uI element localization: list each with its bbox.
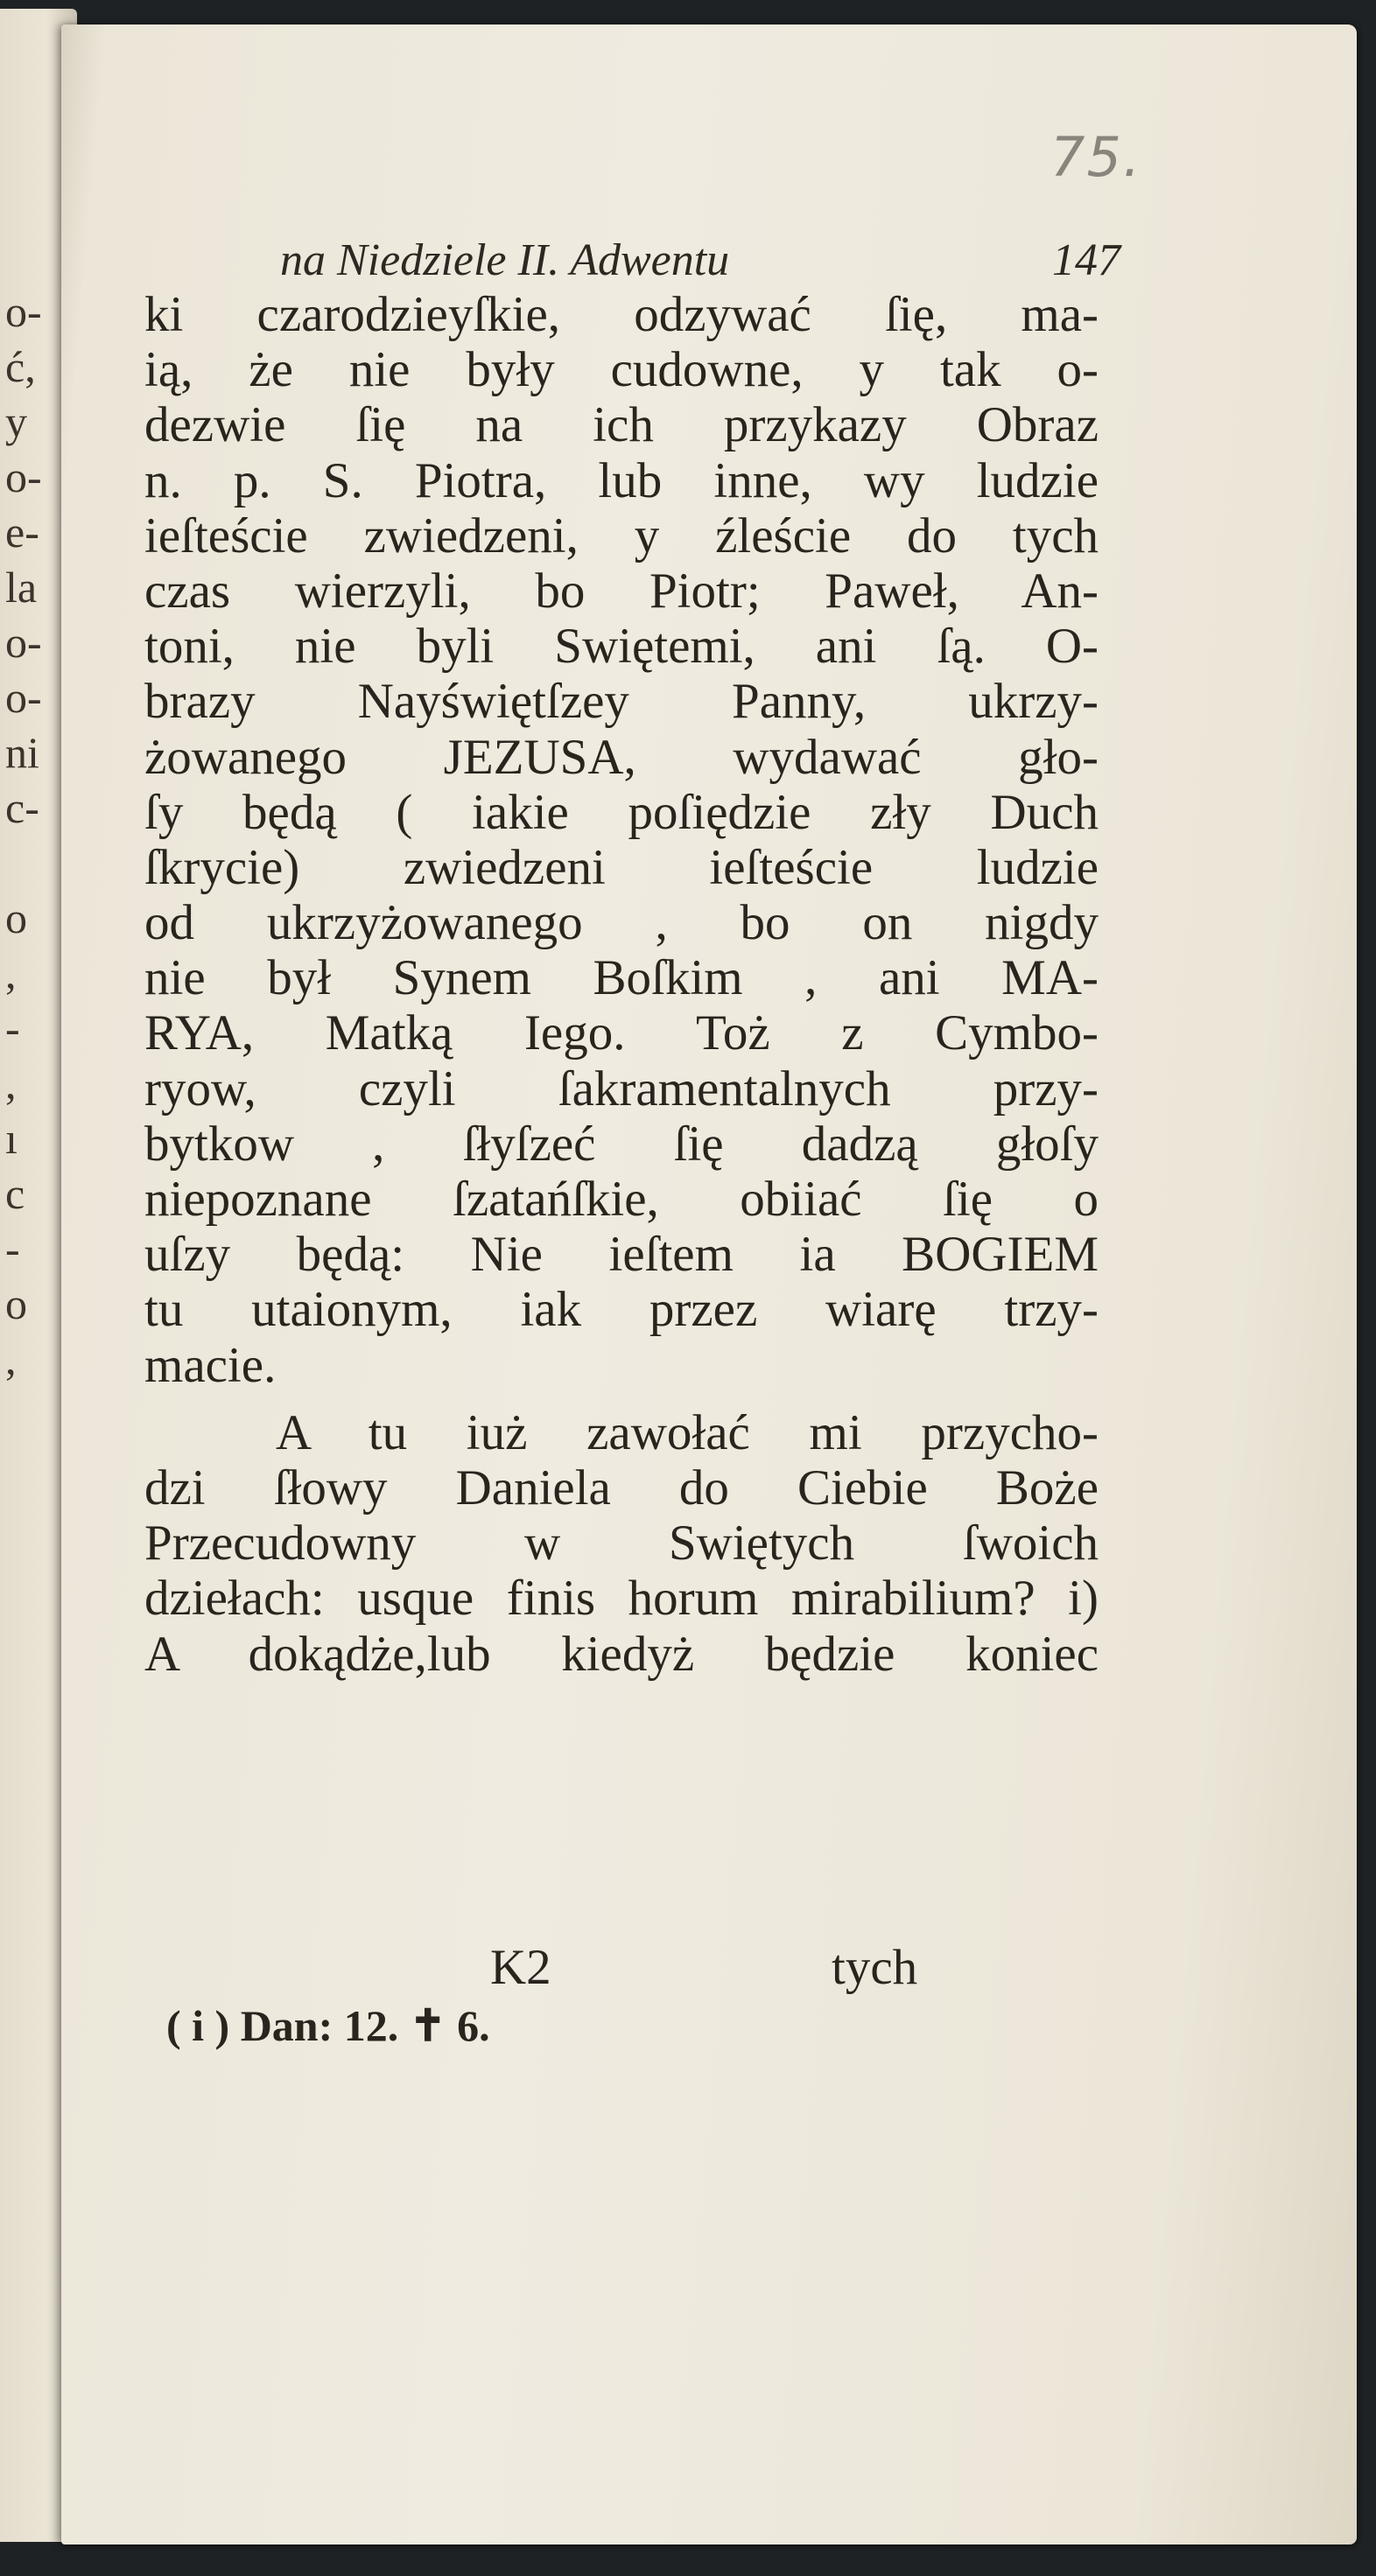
fragment: o- (5, 452, 42, 501)
text-line: od ukrzyżowanego , bo on nigdy (144, 895, 1099, 951)
text-line: ſkrycie) zwiedzeni ieſteście ludzie (144, 839, 1099, 895)
text-line: ieſteście zwiedzeni, y źleście do tych (144, 508, 1099, 564)
text-line: Przecudowny w Swiętych ſwoich (144, 1516, 1099, 1572)
fragment: c (5, 1169, 25, 1218)
book-page (61, 24, 1357, 2544)
fragment: o- (5, 287, 42, 336)
text-line: brazy Nayświętſzey Panny, ukrzy- (144, 674, 1099, 730)
fragment: , (5, 948, 17, 998)
page-number: 147 (1052, 235, 1120, 285)
fragment: la (5, 563, 38, 612)
footnote: ( i ) Dan: 12. ✝ 6. (166, 2001, 490, 2050)
text-line: ią, że nie były cudowne, y tak o- (144, 342, 1099, 398)
fragment: ć, (5, 342, 36, 391)
fragment: , (5, 1334, 17, 1383)
text-line: macie. (144, 1337, 277, 1393)
fragment: , (5, 1059, 17, 1108)
text-line: RYA, Matką Iego. Toż z Cymbo- (144, 1005, 1099, 1061)
text-line: niepoznane ſzatańſkie, obiiać ſię o (144, 1172, 1099, 1227)
fragment: o- (5, 618, 42, 667)
text-line: A dokądże,lub kiedyż będzie koniec (144, 1626, 1099, 1682)
running-header (280, 234, 1120, 286)
fragment: e- (5, 508, 39, 556)
text-line: uſzy będą: Nie ieſtem ia BOGIEM (144, 1227, 1099, 1283)
handwritten-folio-number: 75. (1050, 125, 1142, 189)
text-line: n. p. S. Piotra, lub inne, wy ludzie (144, 452, 1099, 508)
text-line: ſy będą ( iakie poſiędzie zły Duch (144, 784, 1099, 840)
fragment: c- (5, 783, 39, 832)
fragment: o (5, 1279, 27, 1328)
catchword: tych (832, 1940, 918, 1995)
text-line: tu utaionym, iak przez wiarę trzy- (144, 1282, 1099, 1338)
signature-mark: K2 (490, 1940, 551, 1995)
fragment: - (5, 1004, 20, 1053)
text-line: dezwie ſię na ich przykazy Obraz (144, 397, 1099, 453)
fragment: - (5, 1224, 20, 1273)
text-line: bytkow , ſłyſzeć ſię dadzą głoſy (144, 1116, 1099, 1172)
text-line: ki czarodzieyſkie, odzywać ſię, ma- (144, 287, 1099, 342)
text-line: dzi ſłowy Daniela do Ciebie Boże (144, 1460, 1099, 1516)
text-line: dziełach: usque finis horum mirabilium? i) (144, 1571, 1099, 1627)
running-header-title: na Niedziele II. Adwentu (280, 235, 730, 285)
fragment: o (5, 893, 27, 942)
fragment: y (5, 397, 27, 446)
fragment: ı (5, 1114, 18, 1163)
text-line: czas wierzyli, bo Piotr; Paweł, An- (144, 563, 1099, 619)
fragment: o- (5, 673, 42, 722)
fragment: ni (5, 728, 39, 777)
text-line: żowanego JEZUSA, wydawać gło- (144, 729, 1099, 785)
paragraph-first-line: A tu iuż zawołać mi przycho- (276, 1404, 1099, 1460)
text-line: toni, nie byli Swiętemi, ani ſą. O- (144, 619, 1099, 675)
text-line: ryow, czyli ſakramentalnych przy- (144, 1060, 1099, 1116)
body-text (144, 287, 1099, 1682)
text-line: nie był Synem Boſkim , ani MA- (144, 950, 1099, 1006)
